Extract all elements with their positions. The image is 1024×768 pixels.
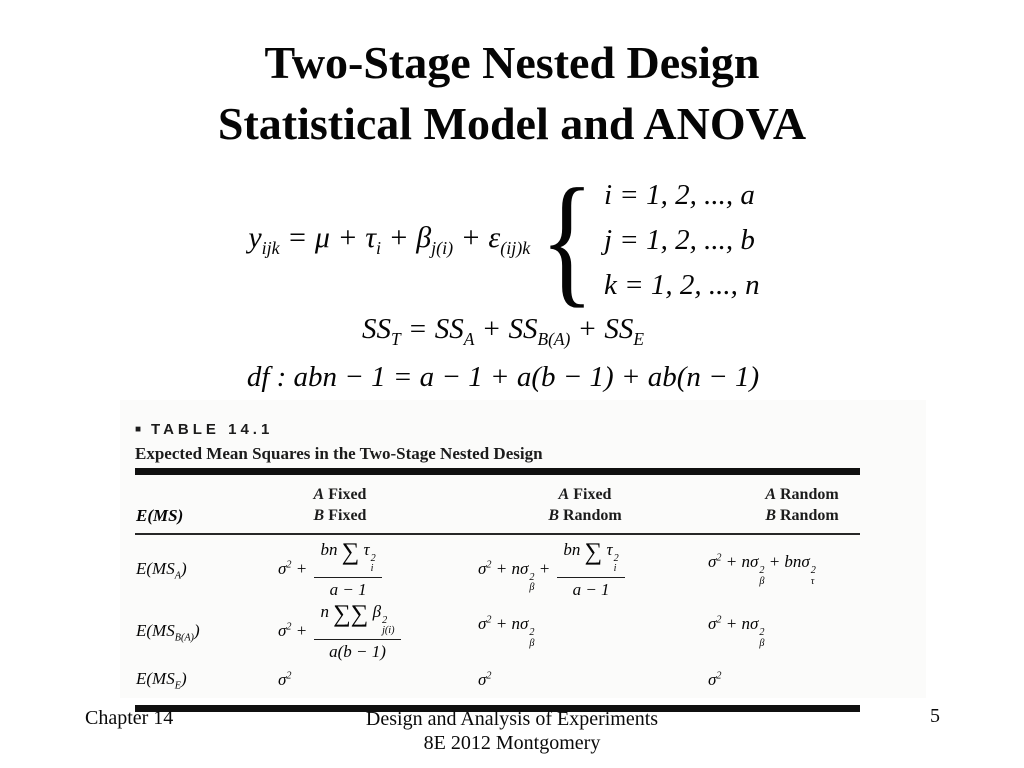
- footer-book-title-line1: Design and Analysis of Experiments: [365, 708, 659, 730]
- table-label: [135, 422, 860, 438]
- ems-e-random-random: $\sigma^2$: [708, 670, 722, 689]
- ems-e-fixed-random: $\sigma^2$: [478, 670, 492, 689]
- condition-i: i = 1, 2, ..., a: [603, 178, 755, 211]
- table-row-ems-e: [135, 663, 860, 697]
- model-equation-expression: $y_{ijk} = \mu + \tau_i + \beta_{j(i)} + \varepsilon_{(ij)k}$: [248, 221, 531, 258]
- col-header-line: A Fixed: [558, 486, 612, 503]
- table-row-ems-a: [135, 539, 860, 601]
- table-rule-top: [135, 468, 860, 475]
- table-corner-header: E(MS): [136, 506, 184, 525]
- footer-book-title: [0, 707, 1024, 755]
- col-header-line: B Random: [765, 507, 839, 524]
- col-header-line: A Fixed: [313, 486, 367, 503]
- page-title-line2: Statistical Model and ANOVA: [217, 98, 807, 149]
- col-header-line: B Random: [548, 507, 622, 524]
- ems-a-fixed-fixed: $\sigma^2$ + bn ∑ τ 2 i a − 1: [270, 540, 470, 600]
- ems-e-fixed-fixed: $\sigma^2$: [278, 670, 292, 689]
- page-title-line1: Two-Stage Nested Design: [264, 37, 760, 88]
- expected-mean-squares-table: [120, 400, 926, 698]
- table-body: [135, 535, 860, 705]
- ems-ba-fixed-random: $\sigma^2 + n\sigma$ 2 β: [478, 614, 535, 649]
- table-header-row: [135, 475, 860, 533]
- col-header-line: B Fixed: [313, 507, 367, 524]
- table-caption: Expected Mean Squares in the Two-Stage Nested Design: [135, 444, 543, 463]
- ems-ba-fixed-fixed: $\sigma^2$ + n ∑∑ β 2 j(i) a(b − 1): [270, 602, 470, 662]
- table-row-ems-ba: [135, 601, 860, 663]
- table-col-header-random-random: [722, 484, 882, 526]
- table-bullet-icon: ■: [135, 424, 142, 435]
- col-header-line: A Random: [765, 486, 839, 503]
- ems-a-fixed-random: $\sigma^2 + n\sigma$ 2 β + bn ∑ τ 2 i a − 1: [470, 540, 700, 600]
- table-number: TABLE 14.1: [151, 421, 274, 438]
- table-col-header-fixed-random: [470, 484, 700, 526]
- page-number: 5: [930, 705, 940, 727]
- condition-j: j = 1, 2, ..., b: [603, 223, 755, 256]
- ss-decomposition-equation: $SS_T = SS_A + SS_{B(A)} + SS_E$: [362, 313, 644, 349]
- table-content: [135, 422, 860, 712]
- ems-a-random-random: $\sigma^2 + n\sigma$ 2 β + bnσ 2 τ: [708, 552, 816, 587]
- row-label-ems-ba: $E(MS_{B(A)})$: [136, 620, 200, 644]
- row-label-ems-e: $E(MS_E)$: [136, 668, 187, 692]
- model-equation: [0, 159, 1016, 321]
- condition-k: k = 1, 2, ..., n: [603, 268, 760, 301]
- brace-icon: {: [540, 159, 594, 321]
- page-title: [0, 32, 1024, 154]
- model-index-conditions: [604, 173, 760, 308]
- footer-chapter: Chapter 14: [85, 707, 174, 729]
- df-equation: df : abn − 1 = a − 1 + a(b − 1) + ab(n − 1): [246, 361, 760, 393]
- table-col-header-fixed-fixed: [240, 484, 440, 526]
- row-label-ems-a: $E(MS_A)$: [136, 558, 187, 582]
- footer-book-title-line2: 8E 2012 Montgomery: [423, 732, 601, 754]
- ems-ba-random-random: $\sigma^2 + n\sigma$ 2 β: [708, 614, 765, 649]
